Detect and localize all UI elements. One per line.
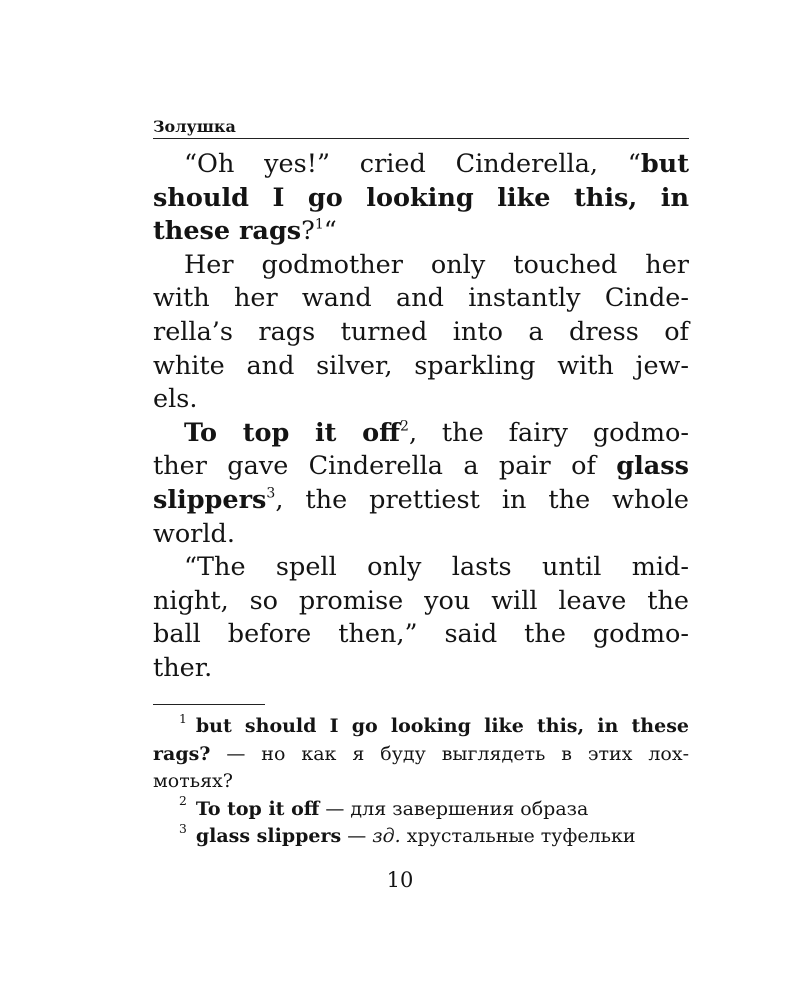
text-segment: — но как я буду выглядеть в этих лох- [210, 742, 689, 765]
text-segment: els. [153, 384, 198, 415]
footnote-marker: 2 [179, 794, 187, 809]
footnote-separator [153, 704, 265, 705]
text-line [153, 618, 689, 652]
footnotes [153, 713, 689, 851]
text-segment: world. [153, 518, 235, 549]
text-line [153, 652, 689, 686]
text-segment: should I go looking like this, in [153, 182, 689, 213]
text-line [153, 551, 689, 585]
text-segment: but should I go looking like this, in these [195, 715, 689, 737]
footnote-marker: 1 [179, 711, 187, 726]
text-segment: хрустальные туфельки [400, 825, 636, 847]
text-line [153, 484, 689, 518]
text-segment: glass slippers [195, 825, 342, 847]
text-segment: ? [301, 216, 315, 247]
text-segment: “Oh yes!” cried Cinderella, “ [184, 149, 641, 179]
text-segment: To top it off [195, 797, 320, 820]
text-segment: ther. [153, 652, 213, 683]
footnote-line [153, 741, 689, 769]
text-segment: Her godmother only touched her [184, 249, 689, 280]
text-segment: , the prettiest in the whole [275, 484, 689, 515]
text-segment: white and silver, sparkling with jew- [153, 350, 689, 381]
page-number: 10 [386, 868, 414, 892]
text-segment: these rags [153, 216, 302, 247]
text-segment: To top it off [184, 417, 401, 448]
text-segment: but [640, 149, 689, 179]
text-segment: “ [323, 216, 337, 247]
text-segment: night, so promise you will leave the [153, 585, 689, 616]
footnote-line [153, 713, 689, 741]
text-line [153, 383, 689, 417]
text-line [153, 417, 689, 451]
running-head: Золушка [153, 118, 689, 139]
paragraph [153, 551, 689, 685]
text-line [153, 350, 689, 384]
paragraph [153, 417, 689, 551]
text-segment: ther gave Cinderella a pair of [153, 451, 617, 482]
text-segment: slippers [153, 484, 267, 515]
text-segment: — для завершения образа [319, 797, 589, 820]
footnote-line [153, 768, 689, 796]
text-segment: — [341, 825, 373, 847]
text-line [153, 148, 689, 182]
text-segment: rags? [153, 742, 211, 765]
text-segment: ball before then,” said the godmo- [153, 619, 689, 650]
footnote-line [153, 823, 689, 851]
text-segment: , the fairy godmo- [408, 417, 689, 448]
text-segment: мотьях? [153, 770, 233, 792]
text-line [153, 450, 689, 484]
text-line [153, 316, 689, 350]
paragraph [153, 148, 689, 249]
text-line [153, 182, 689, 216]
footnote-marker: 1 [314, 216, 324, 233]
text-line [153, 215, 689, 249]
footnote-line [153, 796, 689, 824]
paragraph [153, 249, 689, 417]
footnote [153, 823, 689, 851]
body-text [153, 148, 689, 686]
footnote [153, 796, 689, 824]
text-segment: glass [616, 451, 689, 482]
text-segment: with her wand and instantly Cinde- [153, 283, 689, 314]
footnote-marker: 2 [400, 418, 409, 435]
text-line [153, 282, 689, 316]
text-segment: “The spell only lasts until mid- [184, 552, 689, 583]
text-line [153, 585, 689, 619]
text-segment: rella’s rags turned into a dress of [153, 316, 689, 347]
footnote [153, 713, 689, 796]
text-segment: зд. [372, 825, 401, 847]
footnote-marker: 3 [266, 485, 276, 502]
text-line [153, 518, 689, 552]
footnote-marker: 3 [179, 821, 187, 836]
text-line [153, 249, 689, 283]
